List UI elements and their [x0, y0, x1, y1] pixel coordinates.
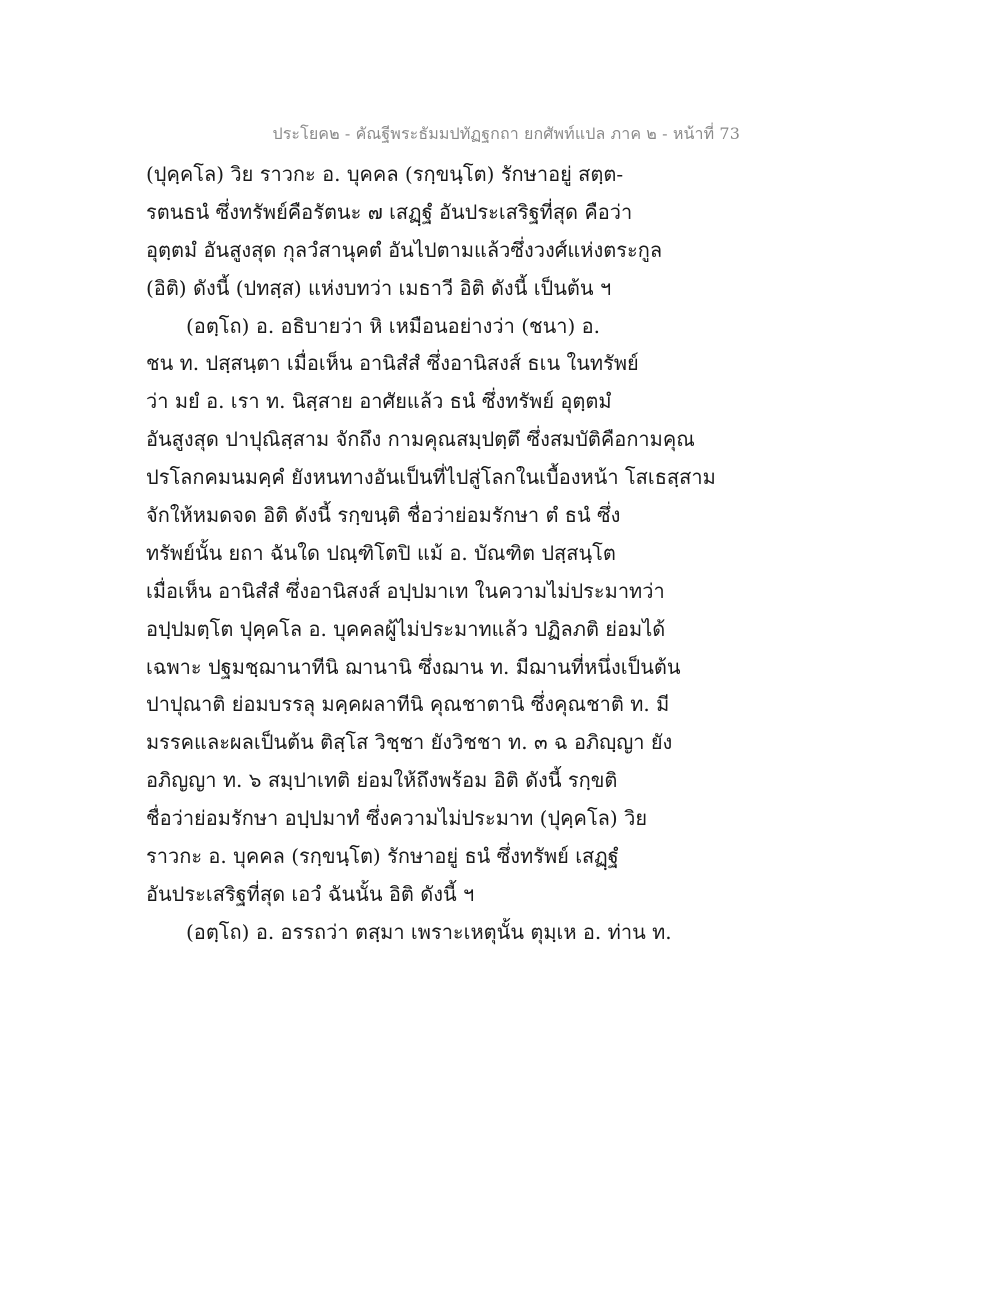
running-header: ประโยค๒ - คัณฐีพระธัมมปทัฏฐกถา ยกศัพท์แปล ภาค ๒ - หน้าที่ 73	[272, 124, 740, 143]
text-line: ทรัพย์นั้น ยถา ฉันใด ปณฺฑิโตปิ แม้ อ. บัณฑิต ปสฺสนฺโต	[146, 540, 616, 565]
text-line: อันสูงสุด ปาปุณิสฺสาม จักถึง กามคุณสมฺปตฺตึ ซึ่งสมบัติคือกามคุณ	[146, 427, 695, 452]
text-line: (อิติ) ดังนี้ (ปทสฺส) แห่งบทว่า เมธาวี อิติ ดังนี้ เป็นต้น ฯ	[146, 275, 612, 300]
body-text	[146, 156, 716, 952]
text-line: อปฺปมตฺโต ปุคฺคโล อ. บุคคลผู้ไม่ประมาทแล้ว ปฏิลภติ ย่อมได้	[146, 616, 666, 641]
text-line: ชน ท. ปสฺสนฺตา เมื่อเห็น อานิสํสํ ซึ่งอานิสงส์ ธเน ในทรัพย์	[146, 351, 639, 376]
text-line: มรรคและผลเป็นต้น ติสฺโส วิชฺชา ยังวิชชา ท. ๓ ฉ อภิญฺญา ยัง	[146, 730, 673, 755]
text-line: ราวกะ อ. บุคคล (รกฺขนฺโต) รักษาอยู่ ธนํ ซึ่งทรัพย์ เสฏฺฐํ	[146, 844, 619, 869]
text-line: อันประเสริฐที่สุด เอวํ ฉันนั้น อิติ ดังนี้ ฯ	[146, 881, 475, 906]
text-line: ว่า มยํ อ. เรา ท. นิสฺสาย อาศัยแล้ว ธนํ ซึ่งทรัพย์ อุตฺตมํ	[146, 389, 612, 414]
text-line: (ปุคฺคโล) วิย ราวกะ อ. บุคคล (รกฺขนฺโต) รักษาอยู่ สตฺต-	[146, 162, 624, 186]
paragraph-start-line: (อตฺโถ) อ. อธิบายว่า หิ เหมือนอย่างว่า (ชนา) อ.	[186, 313, 601, 338]
text-line: รตนธนํ ซึ่งทรัพย์คือรัตนะ ๗ เสฏฺฐํ อันประเสริฐที่สุด คือว่า	[146, 199, 633, 224]
text-line: เมื่อเห็น อานิสํสํ ซึ่งอานิสงส์ อปฺปมาเท ในความไม่ประมาทว่า	[146, 578, 665, 603]
text-line: ปรโลกคมนมคฺคํ ยังหนทางอันเป็นที่ไปสู่โลกในเบื้องหน้า โสเธสฺสาม	[146, 465, 716, 490]
text-line: ปาปุณาติ ย่อมบรรลุ มคฺคผลาทีนิ คุณชาตานิ ซึ่งคุณชาติ ท. มี	[146, 692, 670, 717]
text-line: อุตฺตมํ อันสูงสุด กุลวํสานุคตํ อันไปตามแล้วซึ่งวงศ์แห่งตระกูล	[146, 237, 663, 262]
text-line: ชื่อว่าย่อมรักษา อปฺปมาทํ ซึ่งความไม่ประมาท (ปุคฺคโล) วิย	[146, 806, 648, 831]
text-line: จักให้หมดจด อิติ ดังนี้ รกฺขนฺติ ชื่อว่าย่อมรักษา ตํ ธนํ ซึ่ง	[146, 503, 621, 528]
text-line: เฉพาะ ปฐมชฺฌานาทีนิ ฌานานิ ซึ่งฌาน ท. มีฌานที่หนึ่งเป็นต้น	[146, 654, 681, 679]
text-line: อภิญญา ท. ๖ สมฺปาเทติ ย่อมให้ถึงพร้อม อิติ ดังนี้ รกฺขติ	[146, 768, 618, 793]
paragraph-start-line: (อตฺโถ) อ. อรรถว่า ตสฺมา เพราะเหตุนั้น ตุมฺเห อ. ท่าน ท.	[186, 919, 672, 944]
